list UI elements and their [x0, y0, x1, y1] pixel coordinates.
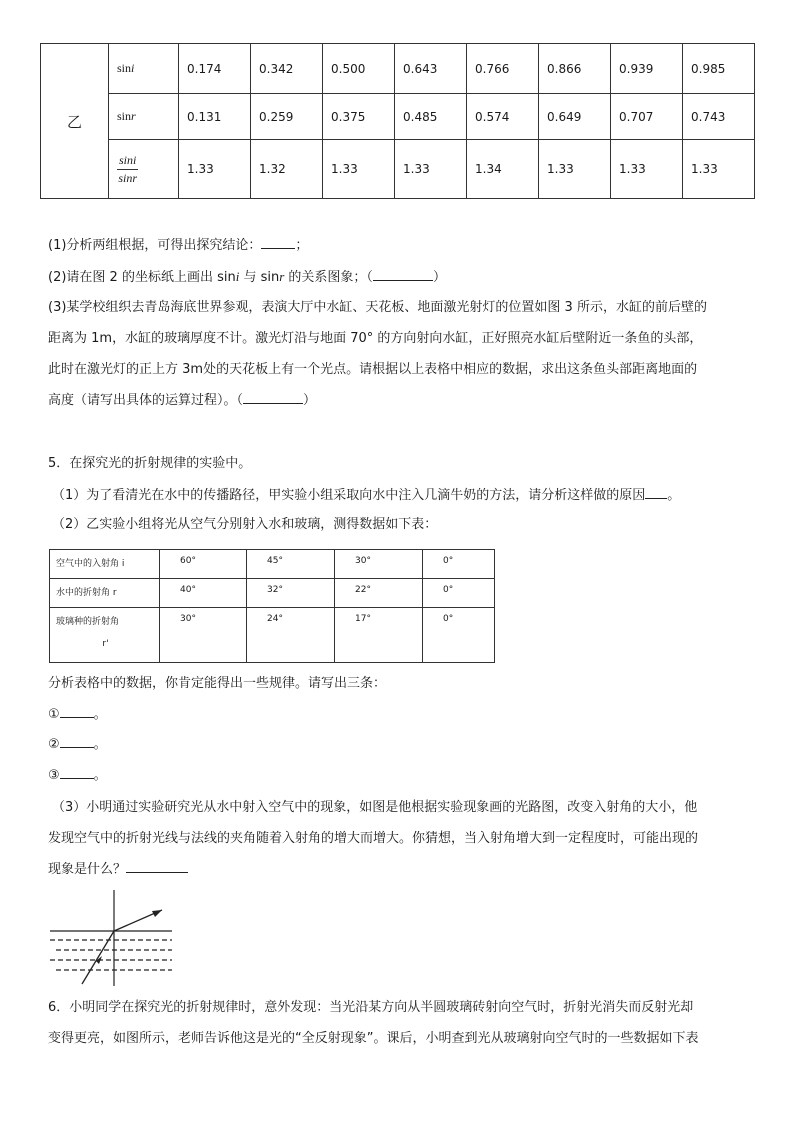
table-row: [50, 550, 495, 579]
table-cell: 0.766: [467, 44, 539, 94]
table-row: [50, 608, 495, 663]
q4-sub2: (2)请在图 2 的坐标纸上画出 sini 与 sinr 的关系图象；（ ）: [48, 269, 446, 285]
table-cell: 32°: [247, 579, 335, 608]
table-cell: 0°: [423, 608, 495, 663]
table-cell: 0.643: [395, 44, 467, 94]
table-cell: 45°: [247, 550, 335, 579]
q4-sub1: (1)分析两组根据，可得出探究结论： ；: [48, 238, 309, 253]
data-table-yi: [40, 43, 755, 199]
table-row: [41, 140, 755, 199]
incident-ray: [82, 931, 114, 984]
table-cell: 1.33: [683, 140, 755, 199]
q5-sub1: （1）为了看清光在水中的传播路径，甲实验小组采取向水中注入几滴牛奶的方法，请分析这样做的原因 。: [52, 488, 681, 503]
row-label-ratio: $\frac{\sin i}{\sin r}$: [109, 140, 179, 199]
table-cell: 0°: [423, 579, 495, 608]
q6-line2: 变得更亮，如图所示，老师告诉他这是光的“全反射现象”。课后，小明查到光从玻璃射向空气时的一些数据如下表: [48, 1031, 699, 1046]
table-row: [41, 44, 755, 94]
q5-sub2: （2）乙实验小组将光从空气分别射入水和玻璃，测得数据如下表：: [52, 517, 438, 532]
q5-sub3-line2: 发现空气中的折射光线与法线的夹角随着入射角的增大而增大。你猜想，当入射角增大到一定程度时，可能出现的: [48, 831, 699, 846]
answer-blank[interactable]: [243, 391, 303, 404]
table-cell: 0.131: [179, 94, 251, 140]
table-cell: 0.939: [611, 44, 683, 94]
table-row: [50, 579, 495, 608]
table-cell: 40°: [160, 579, 247, 608]
answer-blank[interactable]: [373, 268, 433, 281]
table-cell: 60°: [160, 550, 247, 579]
table-cell: 0.866: [539, 44, 611, 94]
row-label: 空气中的入射角 i: [50, 550, 160, 579]
table-cell: 1.33: [395, 140, 467, 199]
table-cell: 0.500: [323, 44, 395, 94]
answer-blank[interactable]: [126, 860, 188, 873]
light-path-diagram: [46, 888, 176, 988]
answer-blank[interactable]: [261, 236, 295, 249]
arrow-head: [152, 910, 162, 917]
answer-blank[interactable]: [60, 735, 94, 748]
q4-sub3-line3: 此时在激光灯的正上方 3m处的天花板上有一个光点。请根据以上表格中相应的数据，求出这条鱼头部距离地面的: [48, 362, 698, 377]
table-cell: 30°: [160, 608, 247, 663]
group-label: 乙: [41, 44, 109, 199]
row-label: 玻璃种的折射角 r': [50, 608, 160, 663]
table-cell: 1.33: [611, 140, 683, 199]
table-cell: 0.574: [467, 94, 539, 140]
q5-sub3-line3: 现象是什么？: [48, 860, 188, 880]
q5-analyze: 分析表格中的数据，你肯定能得出一些规律。请写出三条：: [48, 676, 387, 691]
table-cell: 0°: [423, 550, 495, 579]
table-cell: 1.34: [467, 140, 539, 199]
table-cell: 30°: [335, 550, 423, 579]
q5-sub3-line1: （3）小明通过实验研究光从水中射入空气中的现象，如图是他根据实验现象画的光路图，改变入射角的大小，他: [52, 800, 698, 815]
q4-sub3-line4: 高度（请写出具体的运算过程）。（ ）: [48, 393, 317, 408]
q5-rule-1: ① 。: [48, 707, 107, 722]
q5-title: 5．在探究光的折射规律的实验中。: [48, 456, 252, 471]
table-cell: 1.33: [179, 140, 251, 199]
table-cell: 0.375: [323, 94, 395, 140]
table-cell: 0.174: [179, 44, 251, 94]
refraction-table: [49, 549, 495, 663]
answer-blank[interactable]: [60, 766, 94, 779]
table-cell: 1.33: [323, 140, 395, 199]
answer-blank[interactable]: [645, 486, 667, 499]
table-cell: 0.743: [683, 94, 755, 140]
table-cell: 1.33: [539, 140, 611, 199]
table-cell: 0.707: [611, 94, 683, 140]
table-cell: 22°: [335, 579, 423, 608]
table-cell: 1.32: [251, 140, 323, 199]
q4-sub3-line2: 距离为 1m，水缸的玻璃厚度不计。激光灯沿与地面 70° 的方向射向水缸，正好照亮水缸后壁附近一条鱼的头部，: [48, 331, 703, 346]
row-label: 水中的折射角 r: [50, 579, 160, 608]
row-label-sinr: sinr: [109, 94, 179, 140]
q4-sub3-line1: (3)某学校组织去青岛海底世界参观，表演大厅中水缸、天花板、地面激光射灯的位置如图 3 所示，水缸的前后壁的: [48, 300, 707, 315]
q6-line1: 6．小明同学在探究光的折射规律时，意外发现：当光沿某方向从半圆玻璃砖射向空气时，折射光消失而反射光却: [48, 1000, 694, 1015]
q5-rule-3: ③ 。: [48, 768, 107, 783]
table-row: [41, 94, 755, 140]
table-cell: 17°: [335, 608, 423, 663]
answer-blank[interactable]: [60, 705, 94, 718]
table-cell: 0.649: [539, 94, 611, 140]
table-cell: 0.985: [683, 44, 755, 94]
table-cell: 0.259: [251, 94, 323, 140]
q5-rule-2: ② 。: [48, 737, 107, 752]
table-cell: 0.342: [251, 44, 323, 94]
row-label-sini: sini: [109, 44, 179, 94]
table-cell: 0.485: [395, 94, 467, 140]
table-cell: 24°: [247, 608, 335, 663]
